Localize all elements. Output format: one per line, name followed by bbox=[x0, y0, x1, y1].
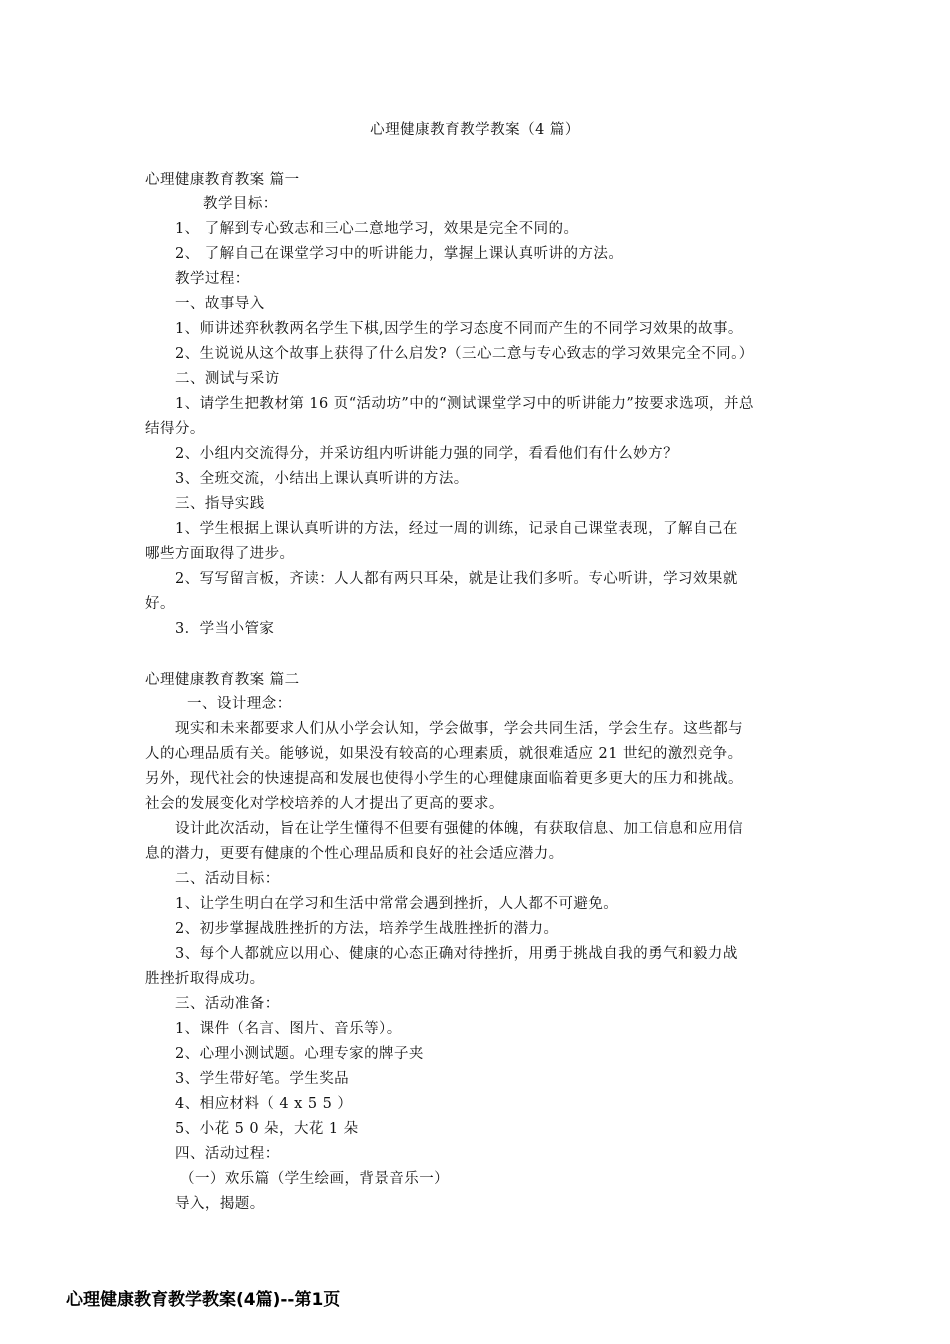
page-footer: 心理健康教育教学教案(4篇)--第1页 bbox=[66, 1290, 341, 1310]
paragraph-line: 3、学生带好笔。学生奖品 bbox=[175, 1071, 350, 1087]
paragraph-line: 一、设计理念： bbox=[187, 696, 292, 712]
paragraph-line: 5、小花 5 0 朵，大花 1 朵 bbox=[175, 1121, 359, 1137]
paragraph-line: 社会的发展变化对学校培养的人才提出了更高的要求。 bbox=[145, 796, 504, 812]
paragraph-line: 1、请学生把教材第 16 页“活动坊”中的“测试课堂学习中的听讲能力”按要求选项，并总 bbox=[175, 396, 754, 412]
paragraph-line: 1、 了解到专心致志和三心二意地学习，效果是完全不同的。 bbox=[175, 221, 579, 237]
paragraph-line: 设计此次活动，旨在让学生懂得不但要有强健的体魄，有获取信息、加工信息和应用信 bbox=[175, 821, 744, 837]
document-title: 心理健康教育教学教案（4 篇） bbox=[370, 122, 580, 138]
paragraph-line: 四、活动过程： bbox=[175, 1146, 280, 1162]
paragraph-line: 另外，现代社会的快速提高和发展也使得小学生的心理健康面临着更多更大的压力和挑战。 bbox=[145, 771, 743, 787]
paragraph-line: 2、生说说从这个故事上获得了什么启发?（三心二意与专心致志的学习效果完全不同。） bbox=[175, 346, 754, 362]
paragraph-line: 二、活动目标： bbox=[175, 871, 280, 887]
paragraph-line: 1、学生根据上课认真听讲的方法，经过一周的训练，记录自己课堂表现，了解自己在 bbox=[175, 521, 738, 537]
paragraph-line: 教学过程： bbox=[175, 271, 250, 287]
paragraph-line: 现实和未来都要求人们从小学会认知，学会做事，学会共同生活，学会生存。这些都与 bbox=[175, 721, 744, 737]
paragraph-line: 2、小组内交流得分，并采访组内听讲能力强的同学，看看他们有什么妙方？ bbox=[175, 446, 679, 462]
paragraph-line: 胜挫折取得成功。 bbox=[145, 971, 265, 987]
paragraph-line: 2、 了解自己在课堂学习中的听讲能力，掌握上课认真听讲的方法。 bbox=[175, 246, 624, 262]
paragraph-line: 2、写写留言板，齐读：人人都有两只耳朵，就是让我们多听。专心听讲，学习效果就 bbox=[175, 571, 738, 587]
paragraph-line: 一、故事导入 bbox=[175, 296, 265, 312]
paragraph-line: 二、测试与采访 bbox=[175, 371, 280, 387]
paragraph-line: 2、初步掌握战胜挫折的方法，培养学生战胜挫折的潜力。 bbox=[175, 921, 559, 937]
paragraph-line: （一）欢乐篇（学生绘画，背景音乐一） bbox=[180, 1171, 450, 1187]
paragraph-line: 3．学当小管家 bbox=[175, 621, 275, 637]
paragraph-line: 1、让学生明白在学习和生活中常常会遇到挫折，人人都不可避免。 bbox=[175, 896, 619, 912]
section-heading-2: 心理健康教育教案 篇二 bbox=[145, 672, 300, 688]
paragraph-line: 3、每个人都就应以用心、健康的心态正确对待挫折，用勇于挑战自我的勇气和毅力战 bbox=[175, 946, 738, 962]
section-heading-1: 心理健康教育教案 篇一 bbox=[145, 172, 300, 188]
paragraph-line: 三、指导实践 bbox=[175, 496, 265, 512]
paragraph-line: 好。 bbox=[145, 596, 175, 612]
paragraph-line: 结得分。 bbox=[145, 421, 205, 437]
paragraph-line: 2、心理小测试题。心理专家的牌子夹 bbox=[175, 1046, 424, 1062]
paragraph-line: 人的心理品质有关。能够说，如果没有较高的心理素质，就很难适应 21 世纪的激烈竞争。 bbox=[145, 746, 743, 762]
paragraph-line: 哪些方面取得了进步。 bbox=[145, 546, 295, 562]
paragraph-line: 息的潜力，更要有健康的个性心理品质和良好的社会适应潜力。 bbox=[145, 846, 564, 862]
paragraph-line: 教学目标： bbox=[203, 196, 278, 212]
paragraph-line: 1、课件（名言、图片、音乐等）。 bbox=[175, 1021, 402, 1037]
paragraph-line: 三、活动准备： bbox=[175, 996, 280, 1012]
paragraph-line: 3、全班交流，小结出上课认真听讲的方法。 bbox=[175, 471, 469, 487]
paragraph-line: 导入，揭题。 bbox=[175, 1196, 265, 1212]
paragraph-line: 4、相应材料（ 4 x 5 5 ） bbox=[175, 1096, 353, 1112]
paragraph-line: 1、师讲述弈秋教两名学生下棋,因学生的学习态度不同而产生的不同学习效果的故事。 bbox=[175, 321, 743, 337]
